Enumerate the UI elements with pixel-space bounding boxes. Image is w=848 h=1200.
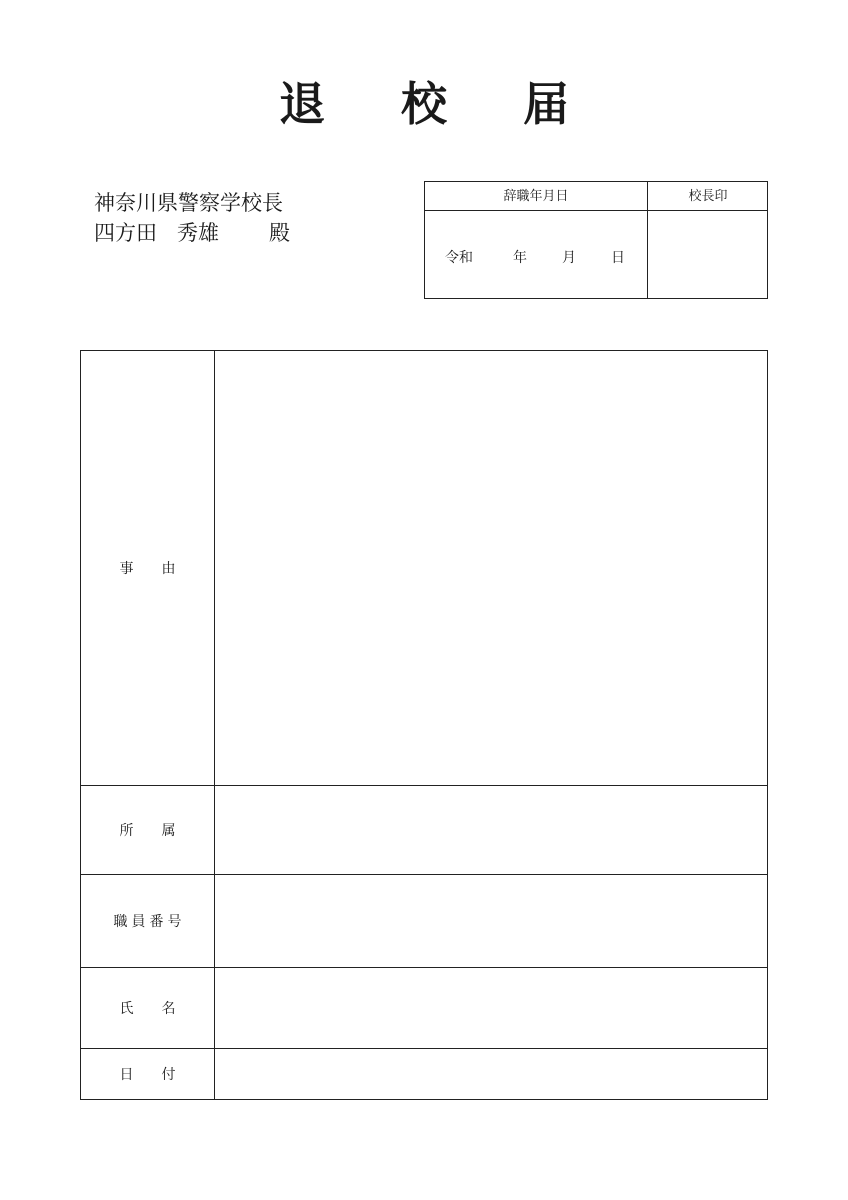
reason-label: 事 由 xyxy=(119,561,176,577)
title-char-1: 退 xyxy=(279,77,325,131)
employee-number-field[interactable] xyxy=(215,875,767,967)
year-unit-label: 年 xyxy=(513,250,527,266)
principal-seal-header: 校長印 xyxy=(688,189,728,204)
document-title xyxy=(0,72,848,136)
title-char-2: 校 xyxy=(401,77,447,131)
name-field[interactable] xyxy=(215,968,767,1048)
addressee-given-name: 秀雄 xyxy=(177,221,219,245)
form-table xyxy=(80,350,768,1100)
approval-table xyxy=(424,181,768,299)
affiliation-field[interactable] xyxy=(215,786,767,874)
affiliation-row xyxy=(81,785,767,874)
addressee-block xyxy=(94,188,290,248)
employee-number-label: 職 員 番 号 xyxy=(113,914,182,930)
addressee-title: 神奈川県警察学校長 xyxy=(94,191,283,215)
affiliation-label: 所 属 xyxy=(119,823,176,839)
name-row xyxy=(81,967,767,1048)
addressee-honorific: 殿 xyxy=(269,221,290,245)
employee-number-row xyxy=(81,874,767,967)
day-unit-label: 日 xyxy=(611,250,625,266)
date-row xyxy=(81,1048,767,1099)
resignation-date-field[interactable] xyxy=(425,211,647,299)
title-char-3: 届 xyxy=(523,77,569,131)
resignation-date-header: 辞職年月日 xyxy=(503,189,569,204)
reason-field[interactable] xyxy=(215,351,767,785)
month-unit-label: 月 xyxy=(562,250,576,266)
date-field[interactable] xyxy=(215,1049,767,1099)
addressee-name-line xyxy=(94,218,290,248)
addressee-surname: 四方田 xyxy=(94,221,157,245)
name-label: 氏 名 xyxy=(119,1001,176,1017)
principal-seal-field[interactable] xyxy=(648,211,768,299)
reason-row xyxy=(81,351,767,785)
era-label: 令和 xyxy=(445,250,473,266)
date-label: 日 付 xyxy=(119,1067,176,1083)
